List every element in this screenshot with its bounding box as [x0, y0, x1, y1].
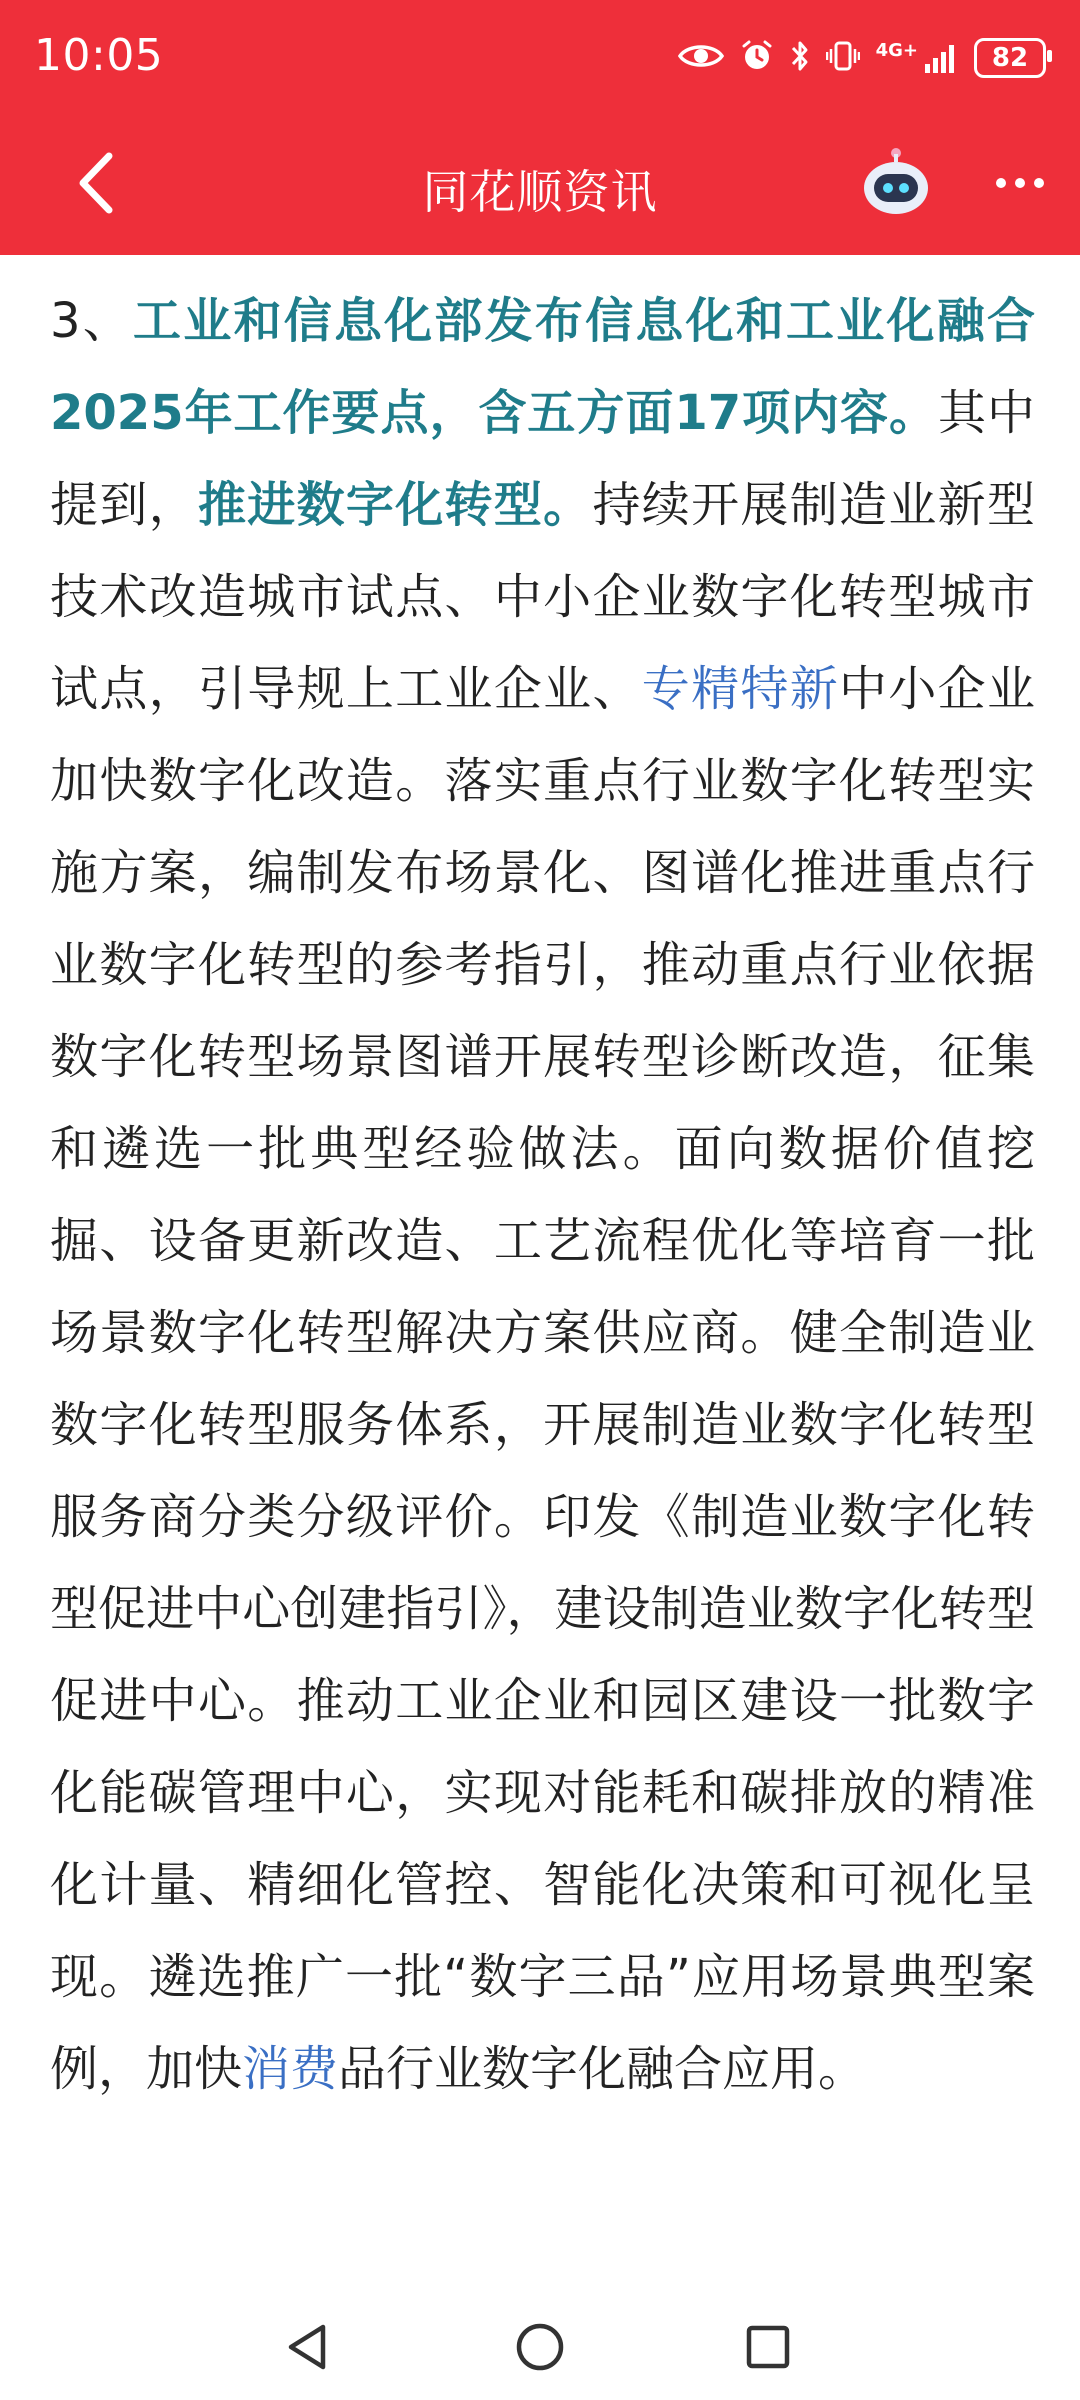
bluetooth-icon — [790, 39, 810, 77]
nav-recents-button[interactable] — [733, 2312, 803, 2382]
more-dots-icon — [1034, 178, 1044, 188]
key-phrase: 推进数字化转型。 — [197, 477, 593, 533]
item-headline: 工业和信息化部发布信息化和工业化融合2025年工作要点，含五方面17项内容。 — [50, 293, 1035, 441]
signal-icon — [876, 42, 958, 74]
article-body — [50, 275, 1035, 2115]
status-bar — [0, 0, 1080, 118]
eye-icon — [678, 41, 724, 75]
nav-back-button[interactable] — [272, 2312, 342, 2382]
status-time: 10:05 — [34, 30, 164, 81]
network-type-label: 4G+ — [875, 40, 918, 61]
body-text-3: 品行业数字化融合应用。 — [338, 2041, 867, 2097]
more-button[interactable] — [985, 158, 1055, 208]
assistant-button[interactable] — [858, 144, 934, 220]
battery-level: 82 — [991, 43, 1029, 73]
nav-recents-icon — [744, 2323, 792, 2371]
system-navigation-bar — [0, 2290, 1080, 2400]
app-header-band — [0, 0, 1080, 255]
stock-link-xiaofei[interactable]: 消费 — [242, 2041, 339, 2097]
nav-home-icon — [514, 2321, 566, 2373]
alarm-icon — [740, 39, 774, 77]
more-dots-icon — [1015, 178, 1025, 188]
more-dots-icon — [996, 178, 1006, 188]
vibrate-icon — [826, 39, 860, 77]
item-index: 3、 — [50, 293, 134, 349]
nav-bar — [0, 118, 1080, 255]
page-title: 同花顺资讯 — [422, 165, 658, 219]
lead-text: 其中提到， — [50, 385, 1035, 533]
stock-link-zhuanjingtexin[interactable]: 专精特新 — [641, 661, 840, 717]
body-text-1: 持续开展制造业新型技术改造城市试点、中小企业数字化转型城市试点，引导规上工业企业、 — [50, 477, 1035, 717]
nav-home-button[interactable] — [505, 2312, 575, 2382]
status-icons — [678, 30, 1046, 86]
battery-icon — [974, 38, 1046, 78]
body-text-2: 中小企业加快数字化改造。落实重点行业数字化转型实施方案，编制发布场景化、图谱化推进重点行业数字化转型的参考指引，推动重点行业依据数字化转型场景图谱开展转型诊断改造，征集和遴选一批典型经验做法。面向数据价值挖掘、设备更新改造、工艺流程优化等培育一批场景数字化转型解决方案供应商。健全制造业数字化转型服务体系，开展制造业数字化转型服务商分类分级评价。印发《制造业数字化转型促进中心创建指引》，建设制造业数字化转型促进中心。推动工业企业和园区建设一批数字化能碳管理中心，实现对能耗和碳排放的精准化计量、精细化管控、智能化决策和可视化呈现。遴选推广一批“数字三品”应用场景典型案例，加快 — [50, 661, 1035, 2097]
nav-back-icon — [283, 2321, 331, 2373]
robot-assistant-icon — [858, 144, 934, 220]
